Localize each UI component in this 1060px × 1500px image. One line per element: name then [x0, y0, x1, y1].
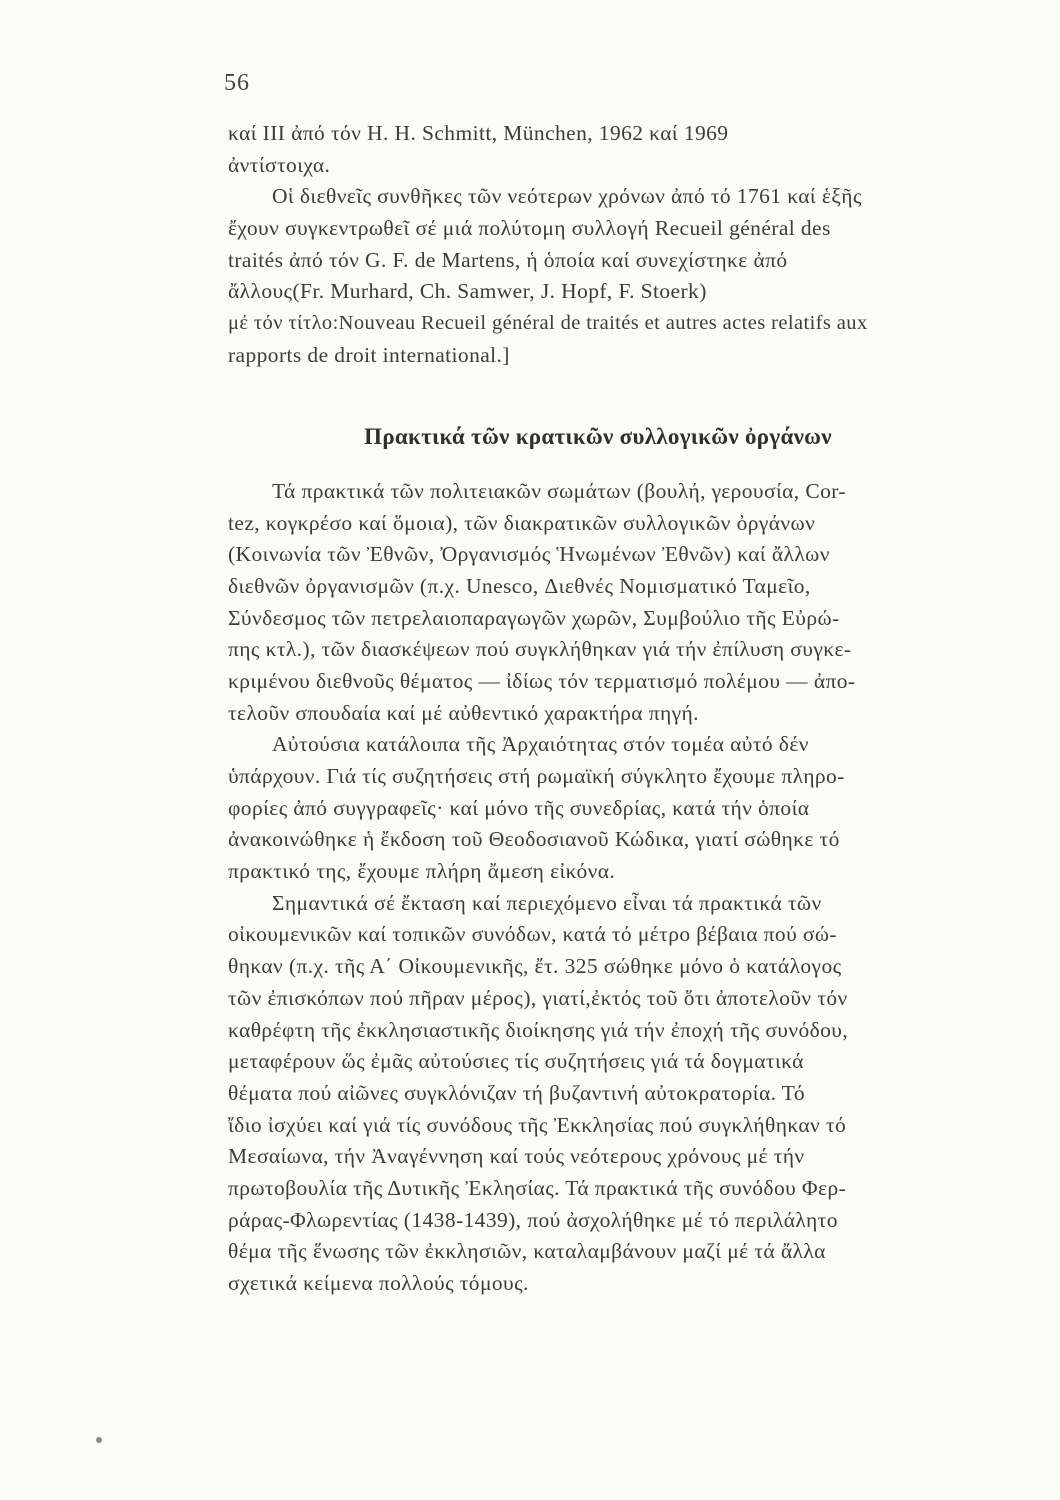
text-line: (Κοινωνία τῶν Ἐθνῶν, Ὀργανισμός Ἡνωμένων Ἐθνῶν) καί ἄλλων [228, 542, 830, 567]
text-line: τελοῦν σπουδαία καί μέ αὐθεντικό χαρακτήρα πηγή. [228, 700, 699, 725]
text-line: θέματα πού αἰῶνες συγκλόνιζαν τή βυζαντινή αὐτοκρατορία. Τό [228, 1080, 805, 1105]
text-line: κριμένου διεθνοῦς θέματος — ἰδίως τόν τερματισμό πολέμου — ἀπο- [228, 668, 856, 693]
text-line: πης κτλ.), τῶν διασκέψεων πού συγκλήθηκαν γιά τήν ἐπίλυση συγκε- [228, 637, 852, 662]
text-line: rapports de droit international.] [228, 342, 510, 367]
text-line: σχετικά κείμενα πολλούς τόμους. [228, 1271, 529, 1295]
text-line: πρωτοβουλία τῆς Δυτικῆς Ἐκλησίας. Τά πρακτικά τῆς συνόδου Φερ- [228, 1175, 847, 1200]
body-text [228, 118, 988, 1300]
text-line: ἀνακοινώθηκε ἡ ἔκδοση τοῦ Θεοδοσιανοῦ Κώδικα, γιατί σώθηκε τό [228, 827, 840, 852]
text-line: ὑπάρχουν. Γιά τίς συζητήσεις στή ρωμαϊκή σύγκλητο ἔχουμε πληρο- [228, 764, 845, 788]
paragraph-1 [228, 476, 988, 728]
text-line: Τά πρακτικά τῶν πολιτειακῶν σωμάτων (βουλή, γερουσία, Cor- [272, 478, 846, 503]
text-line: traités ἀπό τόν G. F. de Martens, ἡ ὁποία καί συνεχίστηκε ἀπό [228, 247, 788, 272]
paragraph-2 [228, 729, 988, 886]
footnote-continuation [228, 118, 988, 370]
text-line: καθρέφτη τῆς ἐκκλησιαστικῆς διοίκησης γιά τήν ἐποχή τῆς συνόδου, [228, 1017, 849, 1042]
text-line: φορίες ἀπό συγγραφεῖς· καί μόνο τῆς συνεδρίας, κατά τήν ὁποία [228, 795, 810, 820]
text-line: Σημαντικά σέ ἔκταση καί περιεχόμενο εἶναι τά πρακτικά τῶν [272, 890, 822, 915]
text-line: ἔχουν συγκεντρωθεῖ σέ μιά πολύτομη συλλογή Recueil général des [228, 216, 831, 241]
text-line: ἀντίστοιχα. [228, 152, 331, 177]
text-line: πρακτικό της, ἔχουμε πλήρη ἄμεση εἰκόνα. [228, 859, 616, 884]
text-line: Αὐτούσια κατάλοιπα τῆς Ἀρχαιότητας στόν τομέα αὐτό δέν [272, 732, 809, 757]
text-line: Μεσαίωνα, τήν Ἀναγέννηση καί τούς νεότερους χρόνους μέ τήν [228, 1144, 805, 1169]
text-line: ράρας-Φλωρεντίας (1438-1439), πού ἀσχολήθηκε μέ τό περιλάλητο [228, 1207, 838, 1232]
text-line: θηκαν (π.χ. τῆς Α΄ Οἰκουμενικῆς, ἔτ. 325 σώθηκε μόνο ὁ κατάλογος [228, 954, 842, 979]
text-line: καί III ἀπό τόν H. H. Schmitt, München, 1962 καί 1969 [228, 121, 729, 145]
page-number: 56 [224, 70, 250, 96]
text-line: τῶν ἐπισκόπων πού πῆραν μέρος), γιατί,ἐκτός τοῦ ὅτι ἀποτελοῦν τόν [228, 985, 848, 1010]
text-line: θέμα τῆς ἕνωσης τῶν ἐκκλησιῶν, καταλαμβάνουν μαζί μέ τά ἄλλα [228, 1239, 826, 1264]
text-line: ἄλλους(Fr. Murhard, Ch. Samwer, J. Hopf, F. Stoerk) [228, 279, 707, 304]
text-line: Οἱ διεθνεῖς συνθῆκες τῶν νεότερων χρόνων ἀπό τό 1761 καί ἑξῆς [272, 184, 862, 209]
text-line: διεθνῶν ὀργανισμῶν (π.χ. Unesco, Διεθνές Νομισματικό Ταμεῖο, [228, 573, 811, 598]
text-line: ἴδιο ἰσχύει καί γιά τίς συνόδους τῆς Ἐκκλησίας πού συγκλήθηκαν τό [228, 1112, 847, 1137]
paragraph-3 [228, 888, 988, 1298]
text-line: tez, κογκρέσο καί ὅμοια), τῶν διακρατικῶν συλλογικῶν ὀργάνων [228, 510, 816, 535]
ink-speck [96, 1437, 102, 1443]
text-line: μέ τόν τίτλο:Nouveau Recueil général de traités et autres actes relatifs aux [228, 312, 868, 335]
text-line: Σύνδεσμος τῶν πετρελαιοπαραγωγῶν χωρῶν, Συμβούλιο τῆς Εὐρώ- [228, 605, 840, 630]
section-heading: Πρακτικά τῶν κρατικῶν συλλογικῶν ὀργάνων [364, 423, 832, 449]
text-line: μεταφέρουν ὥς ἐμᾶς αὐτούσιες τίς συζητήσεις γιά τά δογματικά [228, 1049, 804, 1074]
text-line: οἰκουμενικῶν καί τοπικῶν συνόδων, κατά τό μέτρο βέβαια πού σώ- [228, 922, 837, 947]
